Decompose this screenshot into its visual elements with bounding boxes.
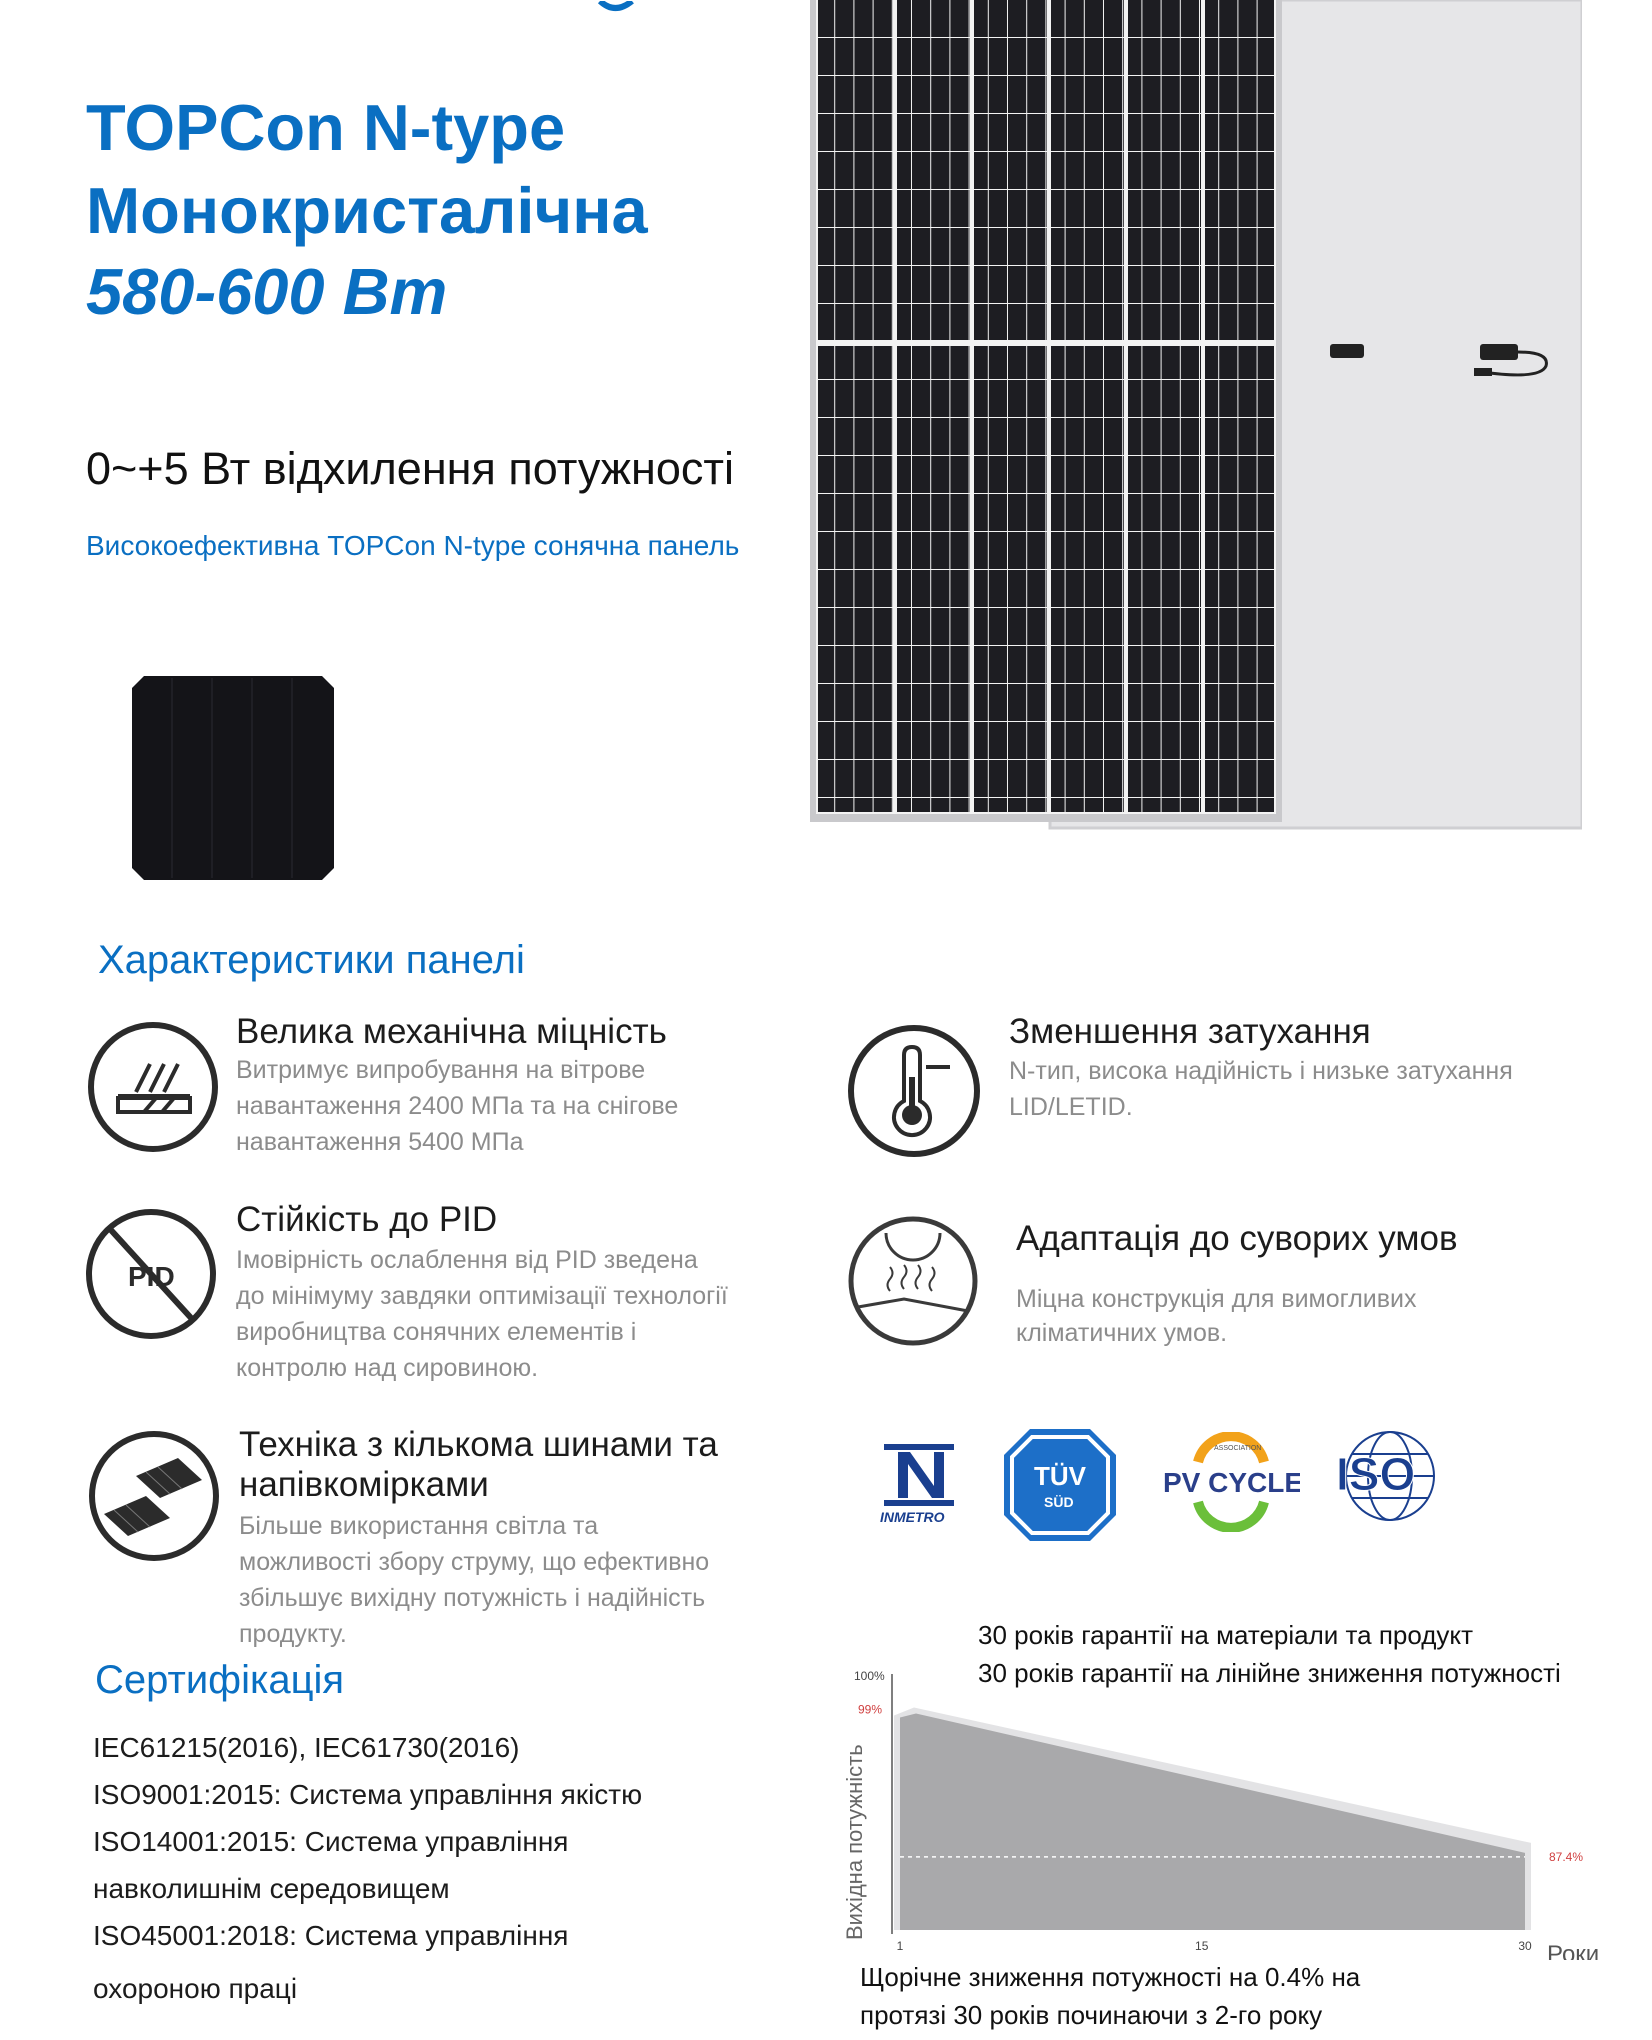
pid-icon-label: PID bbox=[128, 1261, 175, 1292]
header-logo-fragment bbox=[540, 0, 670, 12]
certification-line: ISO14001:2015: Система управління bbox=[93, 1826, 569, 1857]
chart-y-tick-top: 100% bbox=[854, 1669, 885, 1683]
iso-logo bbox=[1332, 1428, 1448, 1524]
feature-desc-multibusbar: Більше використання світла та можливості збору струму, що ефективно збільшує вихідну потужність і надійність продукту. bbox=[239, 1512, 710, 1648]
certification-line: охороною праці bbox=[93, 1973, 298, 2004]
title-line-2: Монокристалічна bbox=[86, 174, 648, 247]
feature-title-multibusbar: Техніка з кількома шинами та напівкомірками bbox=[239, 1425, 718, 1504]
features-heading: Характеристики панелі bbox=[98, 938, 525, 982]
feature-desc-pid: Імовірність ослаблення від PID зведена до мінімуму завдяки оптимізації технології виробництва сонячних елементів і контролю над сировиною. bbox=[236, 1246, 728, 1382]
chart-x-label: Роки bbox=[1547, 1941, 1600, 1960]
tuv-label: TÜV bbox=[1034, 1461, 1086, 1491]
half-cell-panels-icon bbox=[86, 1428, 222, 1569]
warranty-chart-svg bbox=[830, 1660, 1620, 1960]
thermometer-icon bbox=[846, 1023, 982, 1164]
feature-desc-harsh: Міцна конструкція для вимогливих кліматичних умов. bbox=[1016, 1285, 1417, 1347]
certification-list bbox=[93, 1724, 642, 2012]
tolerance-text: 0~+5 Вт відхилення потужності bbox=[86, 443, 735, 494]
tuv-sub-label: SÜD bbox=[1044, 1494, 1074, 1510]
pid-prohibited-icon bbox=[84, 1205, 218, 1348]
warranty-line-2: 30 років гарантії на лінійне зниження потужності bbox=[978, 1658, 1561, 1688]
warranty-note-1: Щорічне зниження потужності на 0.4% на bbox=[860, 1962, 1361, 1992]
subtitle-text: Високоефективна TOPCon N-type сонячна панель bbox=[86, 530, 740, 561]
warranty-note-2: протязі 30 років починаючи з 2-го року bbox=[860, 2000, 1323, 2030]
chart-x-tick: 1 bbox=[896, 1939, 904, 1953]
certification-line: ISO45001:2018: Система управління bbox=[93, 1920, 569, 1951]
warranty-line-1: 30 років гарантії на матеріали та продукт bbox=[978, 1620, 1474, 1650]
pv-cycle-label: PV CYCLE bbox=[1163, 1467, 1300, 1498]
chart-y-label: Вихідна потужність bbox=[842, 1744, 867, 1940]
pv-cycle-logo bbox=[1160, 1432, 1300, 1532]
certification-line: навколишнім середовищем bbox=[93, 1873, 450, 1904]
warranty-chart bbox=[830, 1660, 1620, 1960]
feature-title-pid: Стійкість до PID bbox=[236, 1200, 498, 1239]
solar-cell-image bbox=[132, 676, 334, 880]
feature-title-strength: Велика механічна міцність bbox=[236, 1012, 667, 1051]
feature-title-degradation: Зменшення затухання bbox=[1009, 1012, 1371, 1051]
inmetro-logo bbox=[876, 1438, 966, 1530]
title-power-range: 580-600 Вт bbox=[86, 255, 448, 328]
tuv-sud-logo bbox=[1000, 1425, 1120, 1545]
certification-heading: Сертифікація bbox=[95, 1658, 345, 1702]
chart-start-label: 99% bbox=[858, 1702, 883, 1717]
iso-label: ISO bbox=[1336, 1448, 1416, 1500]
inmetro-label: INMETRO bbox=[880, 1509, 945, 1525]
feature-title-harsh: Адаптація до суворих умов bbox=[1016, 1219, 1458, 1258]
chart-x-tick: 15 bbox=[1195, 1939, 1209, 1953]
chart-end-label: 87.4% bbox=[1549, 1849, 1584, 1864]
title-line-1: TOPCon N-type bbox=[86, 91, 566, 164]
pv-cycle-small-label: ASSOCIATION bbox=[1214, 1445, 1262, 1452]
harsh-climate-icon bbox=[844, 1215, 982, 1352]
certification-line: ISO9001:2015: Система управління якістю bbox=[93, 1779, 643, 1810]
glass-pressure-icon bbox=[86, 1020, 220, 1159]
feature-desc-degradation: N-тип, висока надійність і низьке затухання LID/LETID. bbox=[1009, 1057, 1513, 1121]
feature-desc-strength: Витримує випробування на вітрове навантаження 2400 МПа та на снігове навантаження 5400 МПа bbox=[236, 1056, 679, 1156]
certification-line: IEC61215(2016), IEC61730(2016) bbox=[93, 1732, 520, 1763]
chart-x-tick: 30 bbox=[1518, 1939, 1532, 1953]
solar-panel-image bbox=[810, 0, 1582, 830]
